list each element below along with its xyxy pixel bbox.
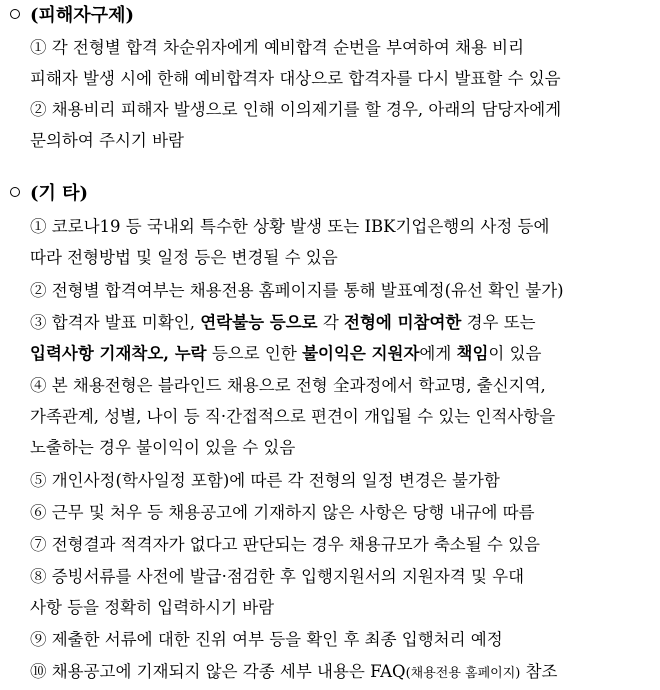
others-line-6: ④ 본 채용전형은 블라인드 채용으로 전형 全과정에서 학교명, 출신지역, <box>30 376 546 395</box>
emphasis-text: 연락불능 등으로 <box>200 313 318 332</box>
section-heading-victim-relief: (피해자구제) <box>10 4 134 28</box>
emphasis-text: 전형에 미참여한 <box>344 313 462 332</box>
section-heading-others: (기 타) <box>10 182 88 206</box>
others-line-4: ③ 합격자 발표 미확인, 연락불능 등으로 각 전형에 미참여한 경우 또는 <box>30 313 536 332</box>
others-line-5: 입력사항 기재착오, 누락 등으로 인한 불이익은 지원자에게 책임이 있음 <box>30 344 542 363</box>
emphasis-text: 책임 <box>456 344 489 363</box>
others-line-7: 가족관계, 성별, 나이 등 직·간접적으로 편견이 개입될 수 있는 인적사항을 <box>30 407 556 426</box>
victim-relief-line-2: 피해자 발생 시에 한해 예비합격자 대상으로 합격자를 다시 발표할 수 있음 <box>30 69 561 88</box>
others-line-1: ① 코로나19 등 국내외 특수한 상황 발생 또는 IBK기업은행의 사정 등에 <box>30 217 550 236</box>
others-line-8: 노출하는 경우 불이익이 있을 수 있음 <box>30 438 296 457</box>
others-line-12: ⑧ 증빙서류를 사전에 발급·점검한 후 입행지원서의 지원자격 및 우대 <box>30 567 525 586</box>
others-line-11: ⑦ 전형결과 적격자가 없다고 판단되는 경우 채용규모가 축소될 수 있음 <box>30 535 540 554</box>
others-line-10: ⑥ 근무 및 처우 등 채용공고에 기재하지 않은 사항은 당행 내규에 따름 <box>30 503 535 522</box>
others-line-14: ⑨ 제출한 서류에 대한 진위 여부 등을 확인 후 최종 입행처리 예정 <box>30 630 503 649</box>
others-line-2: 따라 전형방법 및 일정 등은 변경될 수 있음 <box>30 248 338 267</box>
victim-relief-line-3: ② 채용비리 피해자 발생으로 인해 이의제기를 할 경우, 아래의 담당자에게 <box>30 100 562 119</box>
others-line-13: 사항 등을 정확히 입력하시기 바람 <box>30 598 275 617</box>
emphasis-text: 입력사항 기재착오, 누락 <box>30 344 207 363</box>
others-line-3: ② 전형별 합격여부는 채용전용 홈페이지를 통해 발표예정(유선 확인 불가) <box>30 281 564 300</box>
others-line-15: ⑩ 채용공고에 기재되지 않은 각종 세부 내용은 FAQ(채용전용 홈페이지) 참조 <box>30 662 558 681</box>
circle-bullet-icon <box>10 187 20 197</box>
emphasis-text: 불이익은 지원자 <box>302 344 420 363</box>
others-line-9: ⑤ 개인사정(학사일정 포함)에 따른 각 전형의 일정 변경은 불가함 <box>30 471 500 490</box>
circle-bullet-icon <box>10 9 20 19</box>
victim-relief-line-1: ① 각 전형별 합격 차순위자에게 예비합격 순번을 부여하여 채용 비리 <box>30 38 525 57</box>
victim-relief-line-4: 문의하여 주시기 바람 <box>30 131 184 150</box>
